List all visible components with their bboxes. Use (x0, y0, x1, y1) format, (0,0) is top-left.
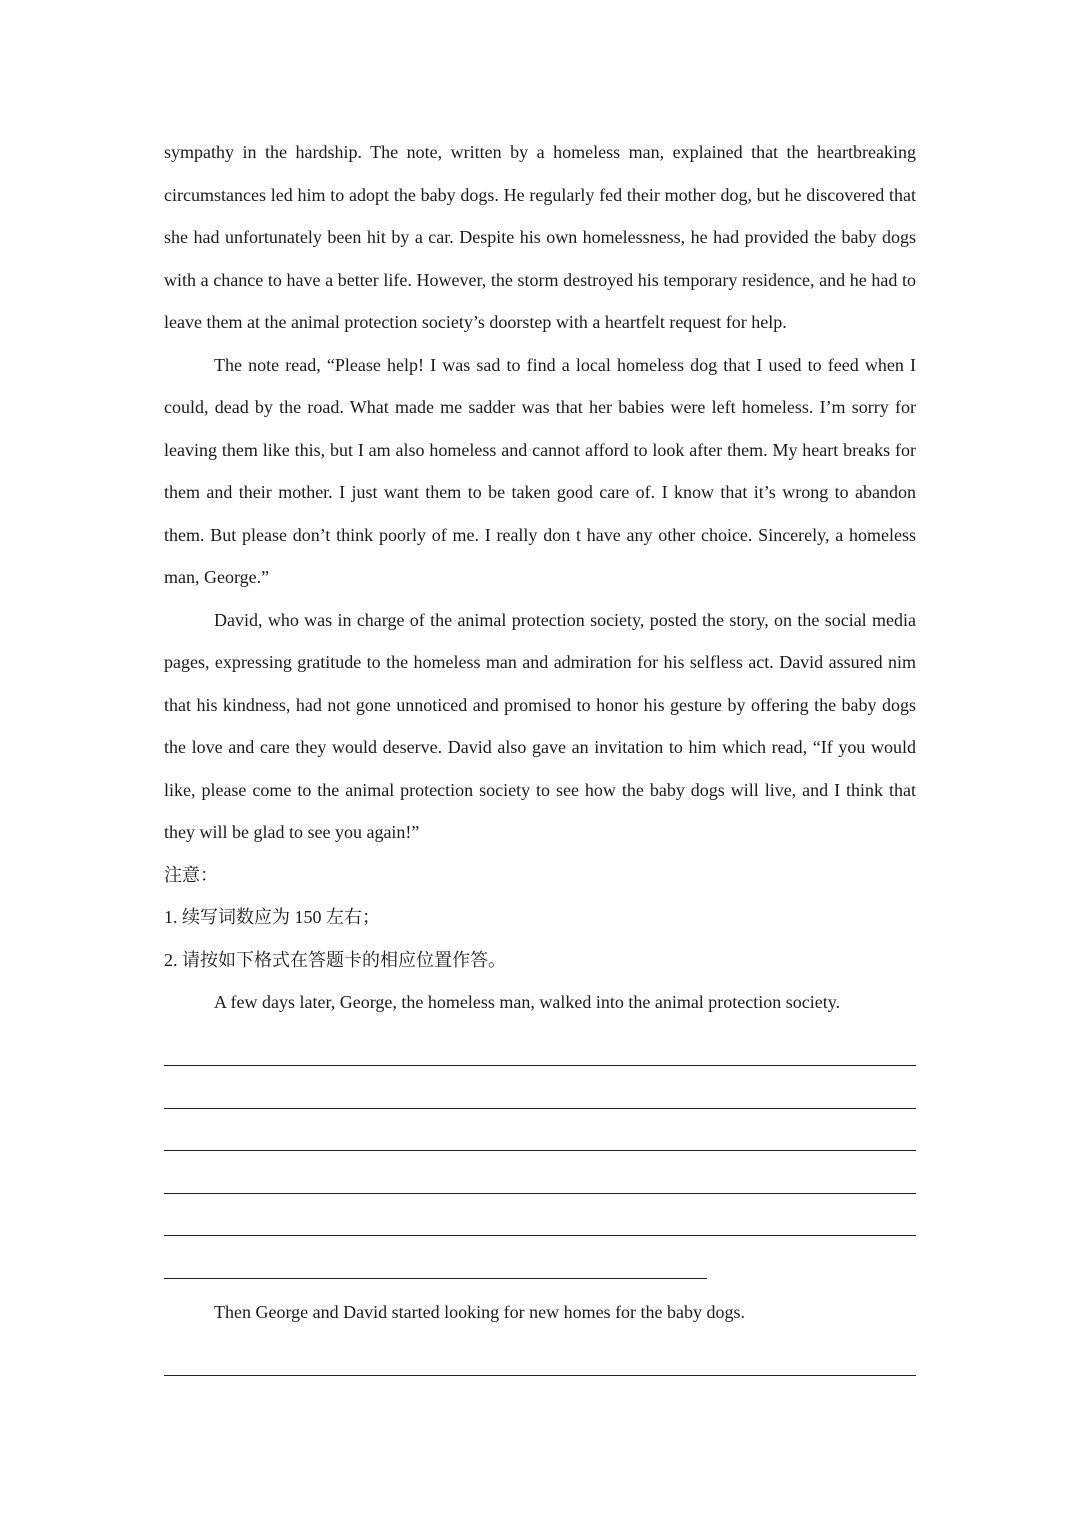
answer-line[interactable] (164, 1194, 916, 1237)
paragraph-3: David, who was in charge of the animal protection society, posted the story, on the social media pages, expressing gratitude to the homeless man and admiration for his selfless act. David assured nim that his kindness, had not gone unnoticed and promised to honor his gesture by offering the baby dogs the love and care they would deserve. David also gave an invitation to him which read, “If you would like, please come to the animal protection society to see how the baby dogs will live, and I think that they will be glad to see you again!” (164, 609, 916, 842)
continuation-prompt-1: A few days later, George, the homeless man, walked into the animal protection society. (214, 992, 841, 1012)
document-page (164, 131, 916, 1376)
answer-line[interactable] (164, 1024, 916, 1067)
continuation-prompt-2: Then George and David started looking for new homes for the baby dogs. (214, 1301, 746, 1322)
answer-line[interactable] (164, 1109, 916, 1152)
answer-line[interactable] (164, 1151, 916, 1194)
note-item-2: 2. 请按如下格式在答题卡的相应位置作答。 (164, 949, 506, 970)
paragraph-1: sympathy in the hardship. The note, written by a homeless man, explained that the heartbreaking circumstances led him to adopt the baby dogs. He regularly fed their mother dog, but he discovered that she had unfortunately been hit by a car. Despite his own homelessness, he had provided the baby dogs with a chance to have a better life. However, the storm destroyed his temporary residence, and he had to leave them at the animal protection society’s doorstep with a heartfelt request for help. (164, 142, 916, 332)
note-item-1: 1. 续写词数应为 150 左右； (164, 907, 380, 927)
notes-heading: 注意： (164, 864, 218, 885)
paragraph-2: The note read, “Please help! I was sad to find a local homeless dog that I used to feed when I could, dead by the road. What made me sadder was that her babies were left homeless. I’m sorry for leaving them like this, but I am also homeless and cannot afford to look after them. My heart breaks for them and their mother. I just want them to be taken good care of. I know that it’s wrong to abandon them. But please don’t think poorly of me. I really don t have any other choice. Sincerely, a homeless man, George.” (164, 354, 916, 587)
answer-line-short[interactable] (164, 1236, 707, 1279)
spacer (164, 1279, 916, 1291)
answer-line[interactable] (164, 1333, 916, 1376)
answer-line[interactable] (164, 1066, 916, 1109)
answer-lines-1 (164, 1024, 916, 1279)
answer-lines-2 (164, 1333, 916, 1376)
